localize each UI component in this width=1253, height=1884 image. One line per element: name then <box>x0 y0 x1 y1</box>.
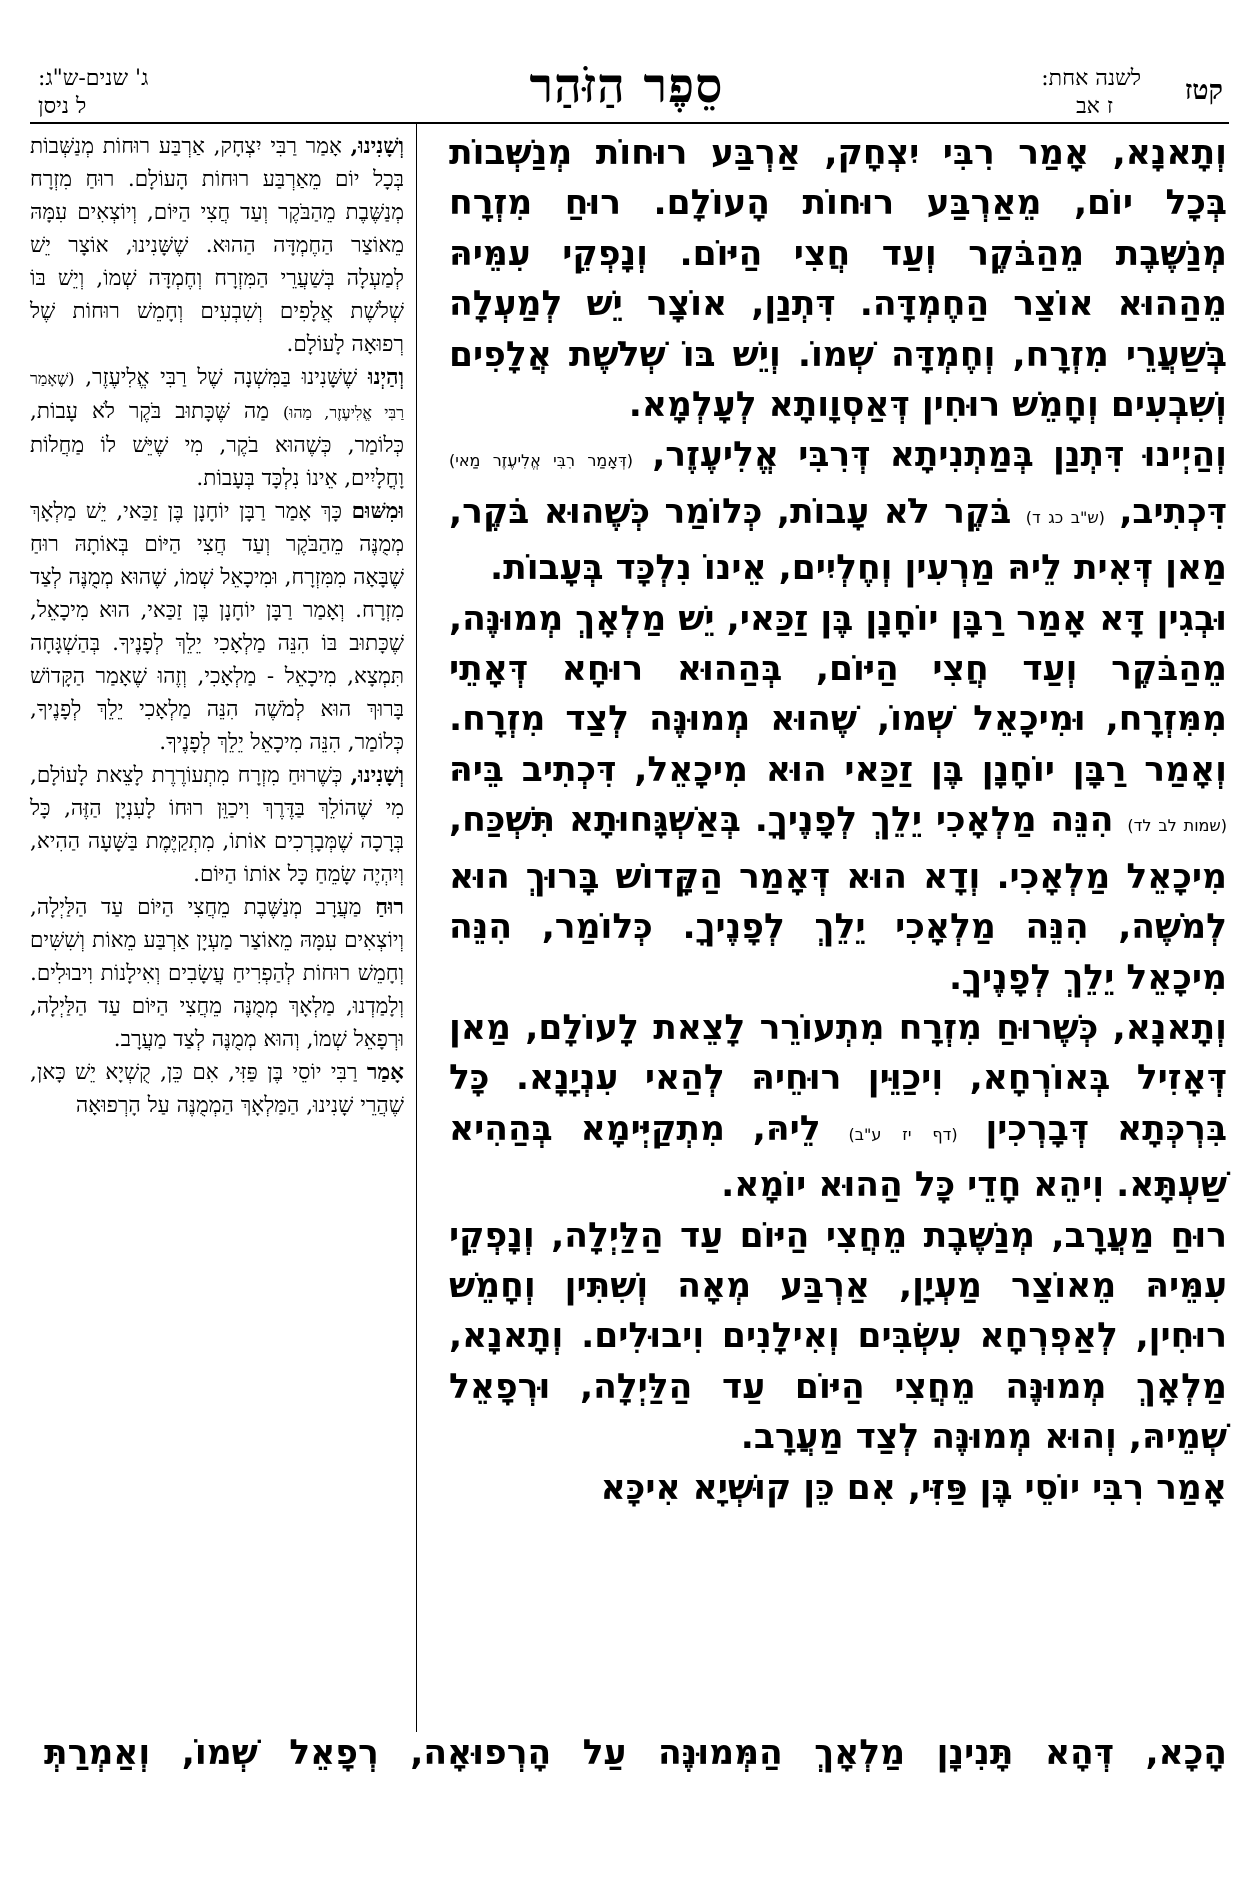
three-year-study-label: ג' שנים-ש"ג: <box>38 66 149 91</box>
three-year-study-date: ל ניסן <box>38 94 87 119</box>
paragraph-text: כָּךְ אָמַר רַבָּן יוֹחָנָן בֶּן זַכַּאי, יֵשׁ מַלְאָךְ מְמֻנֶּה מֵהַבֹּקֶר וְעַד חֲצִי הַיּוֹם בְּאוֹתָהּ רוּחַ שֶׁבָּאָה מִמִּזְרָח, וּמִיכָאֵל שְׁמוֹ, שֶׁהוּא מְמֻנֶּה לְצַד מִזְרָח. וְאָמַר רַבָּן יוֹחָנָן בֶּן זַכַּאי, הוּא מִיכָאֵל, שֶׁכָּתוּב בּוֹ הִנֵּה מַלְאָכִי יֵלֵךְ לְפָנֶיךָ. בְּהַשְׁגָּחָה תִּמְצָא, מִיכָאֵל - מַלְאָכִי, וְזֶהוּ שֶׁאָמַר הַקָּדוֹשׁ בָּרוּךְ הוּא לְמֹשֶׁה הִנֵּה מַלְאָכִי יֵלֵךְ לְפָנֶיךָ, כְּלוֹמַר, הִנֵּה מִיכָאֵל יֵלֵךְ לְפָנֶיךָ. <box>30 499 404 755</box>
paragraph-opening-word: אָמַר <box>366 1060 404 1085</box>
main-paragraph-4 <box>449 1003 1227 1211</box>
one-year-study-date: ז אב <box>1076 94 1113 119</box>
verse-citation: (שמות לב לד) <box>1127 816 1227 836</box>
one-year-study-label: לשנה אחת: <box>1041 66 1141 91</box>
commentary-paragraph-4 <box>30 759 404 891</box>
folio-reference: (דף יז ע"ב) <box>848 1124 958 1144</box>
textual-variant-note: (שֶׁאָמַר רַבִּי אֱלִיעֶזֶר, מַהוּ) <box>30 369 404 422</box>
paragraph-text: דִּתְנַן בְּמַתְנִיתָא דְּרִבִּי אֱלִיעֶזֶר, <box>652 435 1125 476</box>
paragraph-text: הִנֵּה מַלְאָכִי יֵלֵךְ לְפָנֶיךָ. בְּאַשְׁגָּחוּתָא תִּשְׁכַּח, מִיכָאֵל מַלְאָכִי. וְדָא הוּא דְּאָמַר הַקָּדוֹשׁ בָּרוּךְ הוּא לְמֹשֶׁה, הִנֵּה מַלְאָכִי יֵלֵךְ לְפָנֶיךָ. כְּלוֹמַר, הִנֵּה מִיכָאֵל יֵלֵךְ לְפָנֶיךָ. <box>449 800 1227 998</box>
paragraph-opening-word: וְתָאנָא, <box>1112 1007 1227 1048</box>
full-width-closing-line: הָכָא, דְּהָא תָּנִינָן מַלְאָךְ הַמְּמוּנֶּה עַל הָרְפוּאָה, רְפָאֵל שְׁמוֹ, וְאַמְרַתְּ <box>44 1733 1227 1773</box>
commentary-paragraph-1 <box>30 130 404 361</box>
paragraph-text: כְּשֶׁרוּחַ מִזְרָח מִתְעוֹרֵר לָצֵאת לָעוֹלָם, מַאן דְּאָזִיל בְּאוֹרְחָא, וִיכַוֵּין רוּחֵיהּ לְהַאי עִנְיָנָא. כָּל בִּרְכְּתָא דְּבָרְכִין <box>449 1007 1227 1149</box>
paragraph-opening-word: וּמִשּׁוּם <box>351 499 404 524</box>
header-rule <box>30 122 1229 124</box>
paragraph-opening-word: אָמַר <box>1156 1467 1227 1508</box>
commentary-paragraph-6 <box>30 1056 404 1122</box>
main-aramaic-column <box>449 128 1227 1513</box>
paragraph-text: רִבִּי יוֹסֵי בֶּן פַּזִּי, אִם כֵּן קוּשְׁיָא אִיכָּא <box>600 1467 1145 1508</box>
paragraph-text: מַעֲרָב, מְנַשֶּׁבֶת מֵחֲצִי הַיּוֹם עַד הַלַּיְלָה, וְנָפְקֵי עִמֵּיהּ מֵאוֹצַר מַעְיָן, אַרְבַּע מְאָה וְשִׁתִּין וְחָמֵשׁ רוּחִין, לְאַפְרְחָא עִשְׂבִּים וְאִילָנִים וִיבוּלִים. וְתָאנָא, מַלְאָךְ מְמוּנֶּה מֵחֲצִי הַיּוֹם עַד הַלַּיְלָה, וּרְפָאֵל שְׁמֵיהּ, וְהוּא מְמוּנֶּה לְצַד מַעֲרָב. <box>449 1215 1227 1458</box>
paragraph-text: לֵיהּ, מִתְקַיְּימָא בְּהַהִיא שַׁעְתָּא. וִיהֵא חָדֵי כָּל הַהוּא יוֹמָא. <box>449 1108 1227 1206</box>
main-paragraph-5 <box>449 1211 1227 1463</box>
paragraph-text: מַה שֶּׁכָּתוּב בֹּקֶר לֹא עָבוֹת, כְּלוֹמַר, כְּשֶׁהוּא בֹקֶר, מִי שֶׁיֵּשׁ לוֹ מַחֲלוֹת וָחֳלָיִים, אֵינוֹ נִלְכָּד בְּעָבוֹת. <box>30 399 404 491</box>
paragraph-text: בֹּקֶר לֹא עָבוֹת, כְּלוֹמַר כְּשֶׁהוּא בֹּקֶר, מַאן דְּאִית לֵיהּ מַרְעִין וְחֶלְיִים, אֵינוֹ נִלְכָּד בְּעָבוֹת. <box>449 491 1227 589</box>
book-title: סֵפֶר הַזֹּהַר <box>529 58 724 114</box>
column-separator <box>416 124 417 1732</box>
paragraph-text: מַעֲרָב מְנַשֶּׁבֶת מֵחֲצִי הַיּוֹם עַד הַלַּיְלָה, וְיוֹצְאִים עִמָּהּ מֵאוֹצַר מַעְיָן אַרְבַּע מֵאוֹת וְשִׁשִּׁים וְחָמֵשׁ רוּחוֹת לְהַפְרִיחַ עֲשָׂבִים וְאִילָנוֹת וִיבוּלִים. וְלָמַדְנוּ, מַלְאָךְ מְמֻנֶּה מֵחֲצִי הַיּוֹם עַד הַלַּיְלָה, וּרְפָאֵל שְׁמוֹ, וְהוּא מְמֻנֶּה לְצַד מַעֲרָב. <box>30 895 404 1052</box>
paragraph-text: דִּכְתִיב, <box>1119 491 1228 532</box>
paragraph-opening-word: וְתָאנָא, <box>1112 133 1228 173</box>
paragraph-opening-word: וְהַיְינוּ <box>1143 435 1227 476</box>
commentary-paragraph-5 <box>30 891 404 1056</box>
paragraph-opening-word: וְהַיְנוּ <box>367 365 404 390</box>
paragraph-opening-word: וּבְגִין <box>1156 598 1227 639</box>
paragraph-opening-word: רוּחַ <box>375 895 404 920</box>
commentary-paragraph-3 <box>30 495 404 759</box>
paragraph-text: אָמַר רַבִּי יִצְחָק, אַרְבַּע רוּחוֹת מְנַשְּׁבוֹת בְּכָל יוֹם מֵאַרְבַּע רוּחוֹת הָעוֹלָם. רוּחַ מִזְרָח מְנַשֶּׁבֶת מֵהַבֹּקֶר וְעַד חֲצִי הַיּוֹם, וְיוֹצְאִים עִמָּהּ מֵאוֹצַר הַחֶמְדָּה הַהוּא. שֶׁשָּׁנִינוּ, אוֹצָר יֵשׁ לְמַעְלָה בְּשַׁעֲרֵי הַמִּזְרָח וְחֶמְדָּה שְׁמוֹ, וְיֵשׁ בּוֹ שְׁלֹשֶׁת אֲלָפִים וְשִׁבְעִים וְחָמֵשׁ רוּחוֹת שֶׁל רְפוּאָה לָעוֹלָם. <box>30 134 404 357</box>
paragraph-text: שֶׁשָּׁנִינוּ בַּמִּשְׁנָה שֶׁל רַבִּי אֱלִיעֶזֶר, <box>85 365 358 390</box>
paragraph-text: כְּשֶׁרוּחַ מִזְרָח מִתְעוֹרֶרֶת לָצֵאת לָעוֹלָם, מִי שֶׁהוֹלֵךְ בַּדֶּרֶךְ וִיכַוֵּן רוּחוֹ לָעִנְיָן הַזֶּה, כָּל בְּרָכָה שֶׁמְּבָרְכִים אוֹתוֹ, מִתְקַיֶּמֶת בַּשָּׁעָה הַהִיא, וְיִהְיֶה שָׂמֵחַ כָּל אוֹתוֹ הַיּוֹם. <box>30 763 404 887</box>
main-paragraph-2 <box>449 430 1227 593</box>
main-paragraph-3 <box>449 594 1227 1003</box>
verse-citation: (ש"ב כג ד) <box>1025 507 1105 527</box>
main-paragraph-1 <box>449 128 1227 430</box>
page-number: קטז <box>1184 75 1223 106</box>
paragraph-text: אָמַר רִבִּי יִצְחָק, אַרְבַּע רוּחוֹת מְנַשְּׁבוֹת בְּכָל יוֹם, מֵאַרְבַּע רוּחוֹת הָעוֹלָם. רוּחַ מִזְרָח מְנַשֶּׁבֶת מֵהַבֹּקֶר וְעַד חֲצִי הַיּוֹם. וְנָפְקֵי עִמֵּיהּ מֵהַהוּא אוֹצַר הַחֶמְדָּה. דִּתְנַן, אוֹצָר יֵשׁ לְמַעְלָה בְּשַׁעֲרֵי מִזְרָח, וְחֶמְדָּה שְׁמוֹ. וְיֵשׁ בּוֹ שְׁלֹשֶׁת אֲלָפִים וְשִׁבְעִים וְחָמֵשׁ רוּחִין דְּאַסְוָותָא לְעָלְמָא. <box>449 133 1227 426</box>
hebrew-translation-column <box>30 130 404 1122</box>
main-paragraph-6 <box>449 1463 1227 1513</box>
page-header <box>0 0 1253 130</box>
paragraph-text: דָּא אָמַר רַבָּן יוֹחָנָן בֶּן זַכַּאי, יֵשׁ מַלְאָךְ מְמוּנֶּה, מֵהַבֹּקֶר וְעַד חֲצִי הַיּוֹם, בְּהַהוּא רוּחָא דְּאָתֵי מִמִּזְרָח, וּמִיכָאֵל שְׁמוֹ, שֶׁהוּא מְמוּנֶּה לְצַד מִזְרָח. וְאָמַר רַבָּן יוֹחָנָן בֶּן זַכַּאי הוּא מִיכָאֵל, דִּכְתִיב בֵּיהּ <box>449 598 1227 790</box>
paragraph-text: רַבִּי יוֹסֵי בֶּן פַּזִּי, אִם כֵּן, קֻשְׁיָא יֵשׁ כָּאן, שֶׁהֲרֵי שָׁנִינוּ, הַמַּלְאָךְ הַמְמֻנֶּה עַל הָרְפוּאָה <box>30 1060 404 1118</box>
paragraph-opening-word: וְשָׁנִינוּ, <box>350 134 404 159</box>
paragraph-opening-word: רוּחַ <box>1170 1215 1227 1256</box>
commentary-paragraph-2 <box>30 361 404 495</box>
paragraph-opening-word: וְשָׁנִינוּ, <box>350 763 404 788</box>
textual-variant-note: (דְּאָמַר רִבִּי אֱלִיעֶזֶר מַאי) <box>449 451 633 471</box>
